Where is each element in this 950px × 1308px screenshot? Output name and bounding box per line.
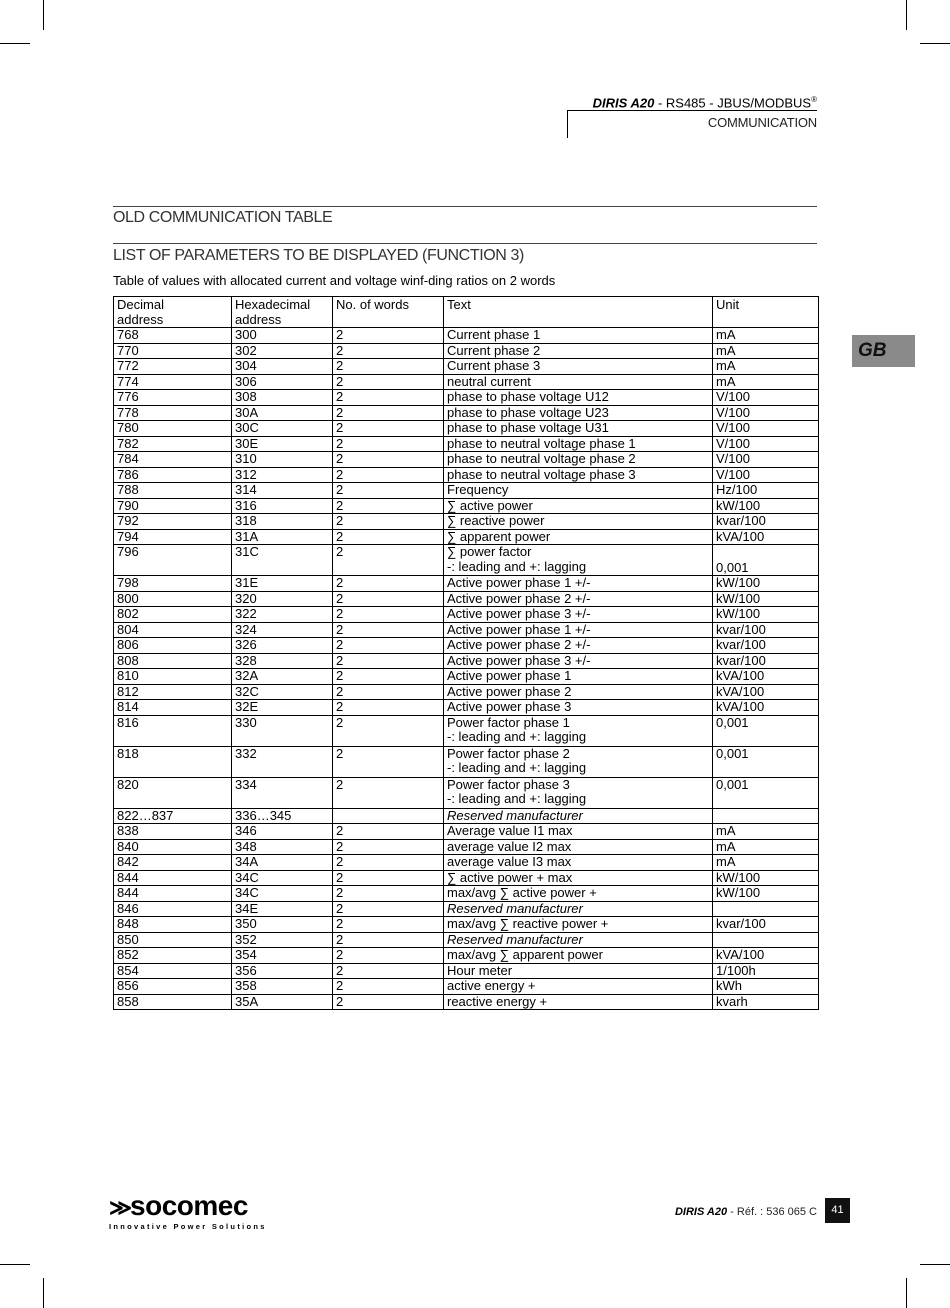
cell-hexadecimal: 32C [232,684,333,700]
table-row [114,932,819,948]
cell-unit: V/100 [713,421,819,437]
cell-words: 2 [333,576,444,592]
cell-hexadecimal: 31A [232,529,333,545]
cell-words: 2 [333,343,444,359]
table-row [114,715,819,746]
cell-text: ∑ power factor -: leading and +: lagging [444,545,713,576]
cell-text: Current phase 3 [444,359,713,375]
cell-words: 2 [333,669,444,685]
table-row [114,777,819,808]
cell-unit: mA [713,359,819,375]
cell-words: 2 [333,715,444,746]
column-header-hexadecimal: Hexadecimal address [232,297,333,328]
header-rule [567,110,817,111]
cell-decimal: 772 [114,359,232,375]
cell-hexadecimal: 30A [232,405,333,421]
cell-hexadecimal: 34C [232,886,333,902]
registered-mark: ® [811,95,817,104]
cell-unit: 1/100h [713,963,819,979]
cell-unit: kVA/100 [713,669,819,685]
cell-hexadecimal: 318 [232,514,333,530]
cell-words: 2 [333,452,444,468]
cell-decimal: 838 [114,824,232,840]
cell-unit: V/100 [713,405,819,421]
cell-unit: kVA/100 [713,529,819,545]
cell-text: ∑ reactive power [444,514,713,530]
cell-hexadecimal: 31C [232,545,333,576]
cell-hexadecimal: 328 [232,653,333,669]
table-row [114,886,819,902]
cell-words: 2 [333,328,444,344]
table-row [114,963,819,979]
cell-unit: kW/100 [713,498,819,514]
header-section: COMMUNICATION [707,115,817,130]
cell-text: Active power phase 1 +/- [444,576,713,592]
cell-words: 2 [333,932,444,948]
cell-decimal: 850 [114,932,232,948]
cell-words: 2 [333,545,444,576]
cell-decimal: 840 [114,839,232,855]
cell-unit [713,932,819,948]
table-row [114,529,819,545]
cell-unit: mA [713,374,819,390]
cell-words: 2 [333,901,444,917]
table-row [114,870,819,886]
cell-text: Reserved manufacturer [444,901,713,917]
cell-text: ∑ apparent power [444,529,713,545]
cell-decimal: 822…837 [114,808,232,824]
cell-unit: 0,001 [713,777,819,808]
cell-words: 2 [333,839,444,855]
cell-words: 2 [333,979,444,995]
crop-mark [43,1278,44,1308]
cell-text: ∑ active power + max [444,870,713,886]
footer-product: DIRIS A20 [674,1206,728,1218]
table-row [114,669,819,685]
cell-decimal: 776 [114,390,232,406]
cell-decimal: 852 [114,948,232,964]
cell-hexadecimal: 30E [232,436,333,452]
cell-text: phase to neutral voltage phase 1 [444,436,713,452]
table-row [114,638,819,654]
table-row [114,436,819,452]
cell-hexadecimal: 304 [232,359,333,375]
table-row [114,328,819,344]
page-number: 41 [825,1198,850,1223]
cell-text: Power factor phase 1 -: leading and +: lagging [444,715,713,746]
cell-hexadecimal: 350 [232,917,333,933]
cell-text: Average value I1 max [444,824,713,840]
table-row [114,607,819,623]
cell-text: Hour meter [444,963,713,979]
table-row [114,824,819,840]
parameters-list-title: LIST OF PARAMETERS TO BE DISPLAYED (FUNCTION 3) [113,247,524,264]
cell-decimal: 806 [114,638,232,654]
table-row [114,855,819,871]
table-row [114,452,819,468]
cell-unit: mA [713,839,819,855]
cell-text: average value I3 max [444,855,713,871]
cell-decimal: 810 [114,669,232,685]
cell-decimal: 846 [114,901,232,917]
cell-words: 2 [333,390,444,406]
cell-text: Active power phase 3 [444,700,713,716]
cell-decimal: 858 [114,994,232,1010]
cell-hexadecimal: 352 [232,932,333,948]
table-row [114,746,819,777]
cell-unit: kvar/100 [713,653,819,669]
cell-decimal: 792 [114,514,232,530]
cell-text: Active power phase 1 [444,669,713,685]
cell-decimal: 796 [114,545,232,576]
cell-decimal: 794 [114,529,232,545]
cell-words: 2 [333,622,444,638]
section-rule [113,243,817,244]
header-vertical-rule [567,110,568,138]
cell-decimal: 812 [114,684,232,700]
cell-words: 2 [333,421,444,437]
cell-hexadecimal: 312 [232,467,333,483]
cell-hexadecimal: 310 [232,452,333,468]
table-row [114,498,819,514]
crop-mark [43,0,44,30]
cell-hexadecimal: 336…345 [232,808,333,824]
running-header [593,95,817,110]
cell-words: 2 [333,777,444,808]
table-row [114,839,819,855]
table-row [114,576,819,592]
column-header-decimal: Decimal address [114,297,232,328]
cell-words: 2 [333,607,444,623]
cell-text: neutral current [444,374,713,390]
cell-unit: mA [713,824,819,840]
logo-tagline: Innovative Power Solutions [109,1222,267,1231]
cell-unit: Hz/100 [713,483,819,499]
cell-words: 2 [333,436,444,452]
crop-mark [0,43,30,44]
header-product: DIRIS A20 [592,95,655,111]
cell-hexadecimal: 324 [232,622,333,638]
cell-unit: 0,001 [713,746,819,777]
cell-unit: kvarh [713,994,819,1010]
cell-unit: kvar/100 [713,917,819,933]
cell-hexadecimal: 302 [232,343,333,359]
table-row [114,917,819,933]
cell-decimal: 816 [114,715,232,746]
cell-text: Active power phase 2 +/- [444,591,713,607]
table-row [114,653,819,669]
table-row [114,591,819,607]
cell-unit: kW/100 [713,870,819,886]
cell-text: Current phase 1 [444,328,713,344]
cell-hexadecimal: 306 [232,374,333,390]
cell-unit: kWh [713,979,819,995]
table-row [114,421,819,437]
cell-words: 2 [333,684,444,700]
table-row [114,483,819,499]
cell-decimal: 820 [114,777,232,808]
logo-wordmark: ≫socomec [109,1190,248,1221]
cell-hexadecimal: 356 [232,963,333,979]
cell-words: 2 [333,700,444,716]
table-caption: Table of values with allocated current and voltage winf-ding ratios on 2 words [113,273,556,288]
cell-hexadecimal: 320 [232,591,333,607]
cell-words: 2 [333,948,444,964]
cell-decimal: 768 [114,328,232,344]
cell-decimal: 800 [114,591,232,607]
header-protocol: RS485 - JBUS/MODBUS [665,95,812,111]
cell-hexadecimal: 332 [232,746,333,777]
cell-unit: V/100 [713,436,819,452]
cell-hexadecimal: 34E [232,901,333,917]
cell-unit: kvar/100 [713,622,819,638]
cell-text: average value I2 max [444,839,713,855]
cell-words: 2 [333,467,444,483]
cell-hexadecimal: 334 [232,777,333,808]
cell-words: 2 [333,498,444,514]
crop-mark [920,1264,950,1265]
cell-unit: kW/100 [713,886,819,902]
cell-decimal: 808 [114,653,232,669]
cell-words: 2 [333,855,444,871]
cell-text: reactive energy + [444,994,713,1010]
cell-hexadecimal: 354 [232,948,333,964]
cell-text: phase to neutral voltage phase 3 [444,467,713,483]
cell-words: 2 [333,405,444,421]
cell-unit: V/100 [713,452,819,468]
table-row [114,343,819,359]
cell-text: Reserved manufacturer [444,932,713,948]
cell-text: phase to phase voltage U31 [444,421,713,437]
cell-decimal: 814 [114,700,232,716]
cell-words: 2 [333,514,444,530]
cell-hexadecimal: 314 [232,483,333,499]
cell-decimal: 782 [114,436,232,452]
footer-ref-label: - Réf. : [727,1206,767,1218]
socomec-logo [109,1190,267,1231]
cell-unit: 0,001 [713,545,819,576]
cell-words: 2 [333,638,444,654]
column-header-unit: Unit [713,297,819,328]
cell-decimal: 856 [114,979,232,995]
cell-decimal: 778 [114,405,232,421]
table-row [114,808,819,824]
table-row [114,545,819,576]
logo-arrows-icon: ≫ [109,1195,131,1220]
table-row [114,901,819,917]
cell-unit: kW/100 [713,591,819,607]
old-table-title: OLD COMMUNICATION TABLE [113,209,333,226]
cell-words: 2 [333,824,444,840]
cell-decimal: 842 [114,855,232,871]
cell-text: Current phase 2 [444,343,713,359]
table-row [114,979,819,995]
cell-decimal: 780 [114,421,232,437]
cell-decimal: 788 [114,483,232,499]
cell-hexadecimal: 32E [232,700,333,716]
column-header-text: Text [444,297,713,328]
cell-text: phase to phase voltage U12 [444,390,713,406]
cell-words: 2 [333,994,444,1010]
cell-unit: kvar/100 [713,514,819,530]
cell-words: 2 [333,886,444,902]
cell-text: Power factor phase 3 -: leading and +: lagging [444,777,713,808]
cell-hexadecimal: 346 [232,824,333,840]
crop-mark [906,0,907,30]
cell-hexadecimal: 330 [232,715,333,746]
table-row [114,622,819,638]
crop-mark [906,1278,907,1308]
cell-words: 2 [333,374,444,390]
cell-hexadecimal: 316 [232,498,333,514]
table-row [114,514,819,530]
footer-ref-number: 536 065 C [766,1206,817,1218]
cell-words: 2 [333,483,444,499]
cell-words: 2 [333,870,444,886]
cell-unit: kVA/100 [713,684,819,700]
cell-text: Power factor phase 2 -: leading and +: lagging [444,746,713,777]
table-row [114,684,819,700]
cell-hexadecimal: 308 [232,390,333,406]
cell-words [333,808,444,824]
cell-hexadecimal: 326 [232,638,333,654]
cell-unit: mA [713,328,819,344]
cell-hexadecimal: 322 [232,607,333,623]
cell-words: 2 [333,529,444,545]
cell-decimal: 784 [114,452,232,468]
cell-hexadecimal: 35A [232,994,333,1010]
cell-decimal: 786 [114,467,232,483]
parameters-table [113,296,819,1010]
table-row [114,359,819,375]
cell-unit: kVA/100 [713,948,819,964]
cell-unit: V/100 [713,390,819,406]
table-row [114,700,819,716]
cell-words: 2 [333,917,444,933]
footer-reference [675,1206,817,1218]
cell-decimal: 818 [114,746,232,777]
table-body [114,328,819,1010]
table-row [114,405,819,421]
cell-words: 2 [333,653,444,669]
cell-hexadecimal: 300 [232,328,333,344]
cell-decimal: 854 [114,963,232,979]
cell-text: Active power phase 3 +/- [444,607,713,623]
cell-text: ∑ active power [444,498,713,514]
cell-decimal: 770 [114,343,232,359]
cell-decimal: 798 [114,576,232,592]
table-row [114,374,819,390]
crop-mark [0,1264,30,1265]
cell-text: max/avg ∑ reactive power + [444,917,713,933]
table-row [114,948,819,964]
cell-text: max/avg ∑ apparent power [444,948,713,964]
cell-text: active energy + [444,979,713,995]
cell-words: 2 [333,963,444,979]
cell-hexadecimal: 32A [232,669,333,685]
table-header-row [114,297,819,328]
crop-mark [920,43,950,44]
cell-decimal: 804 [114,622,232,638]
cell-words: 2 [333,359,444,375]
cell-unit [713,808,819,824]
cell-words: 2 [333,746,444,777]
cell-hexadecimal: 358 [232,979,333,995]
cell-hexadecimal: 348 [232,839,333,855]
cell-decimal: 848 [114,917,232,933]
cell-text: Frequency [444,483,713,499]
table-row [114,994,819,1010]
cell-decimal: 844 [114,886,232,902]
cell-hexadecimal: 31E [232,576,333,592]
table-row [114,467,819,483]
cell-unit: kvar/100 [713,638,819,654]
cell-text: Active power phase 3 +/- [444,653,713,669]
cell-unit: 0,001 [713,715,819,746]
language-tab: GB [852,335,915,367]
cell-decimal: 844 [114,870,232,886]
cell-hexadecimal: 34C [232,870,333,886]
cell-text: Active power phase 1 +/- [444,622,713,638]
cell-text: max/avg ∑ active power + [444,886,713,902]
cell-text: phase to phase voltage U23 [444,405,713,421]
cell-unit: mA [713,343,819,359]
cell-text: Active power phase 2 [444,684,713,700]
cell-decimal: 802 [114,607,232,623]
cell-unit: kW/100 [713,607,819,623]
section-rule [113,206,817,207]
cell-decimal: 790 [114,498,232,514]
cell-unit: V/100 [713,467,819,483]
header-separator: - [654,95,666,111]
column-header-words: No. of words [333,297,444,328]
cell-unit: mA [713,855,819,871]
cell-text: Reserved manufacturer [444,808,713,824]
cell-words: 2 [333,591,444,607]
cell-hexadecimal: 34A [232,855,333,871]
cell-unit: kVA/100 [713,700,819,716]
cell-text: phase to neutral voltage phase 2 [444,452,713,468]
cell-decimal: 774 [114,374,232,390]
cell-unit: kW/100 [713,576,819,592]
cell-hexadecimal: 30C [232,421,333,437]
cell-unit [713,901,819,917]
table-row [114,390,819,406]
cell-text: Active power phase 2 +/- [444,638,713,654]
